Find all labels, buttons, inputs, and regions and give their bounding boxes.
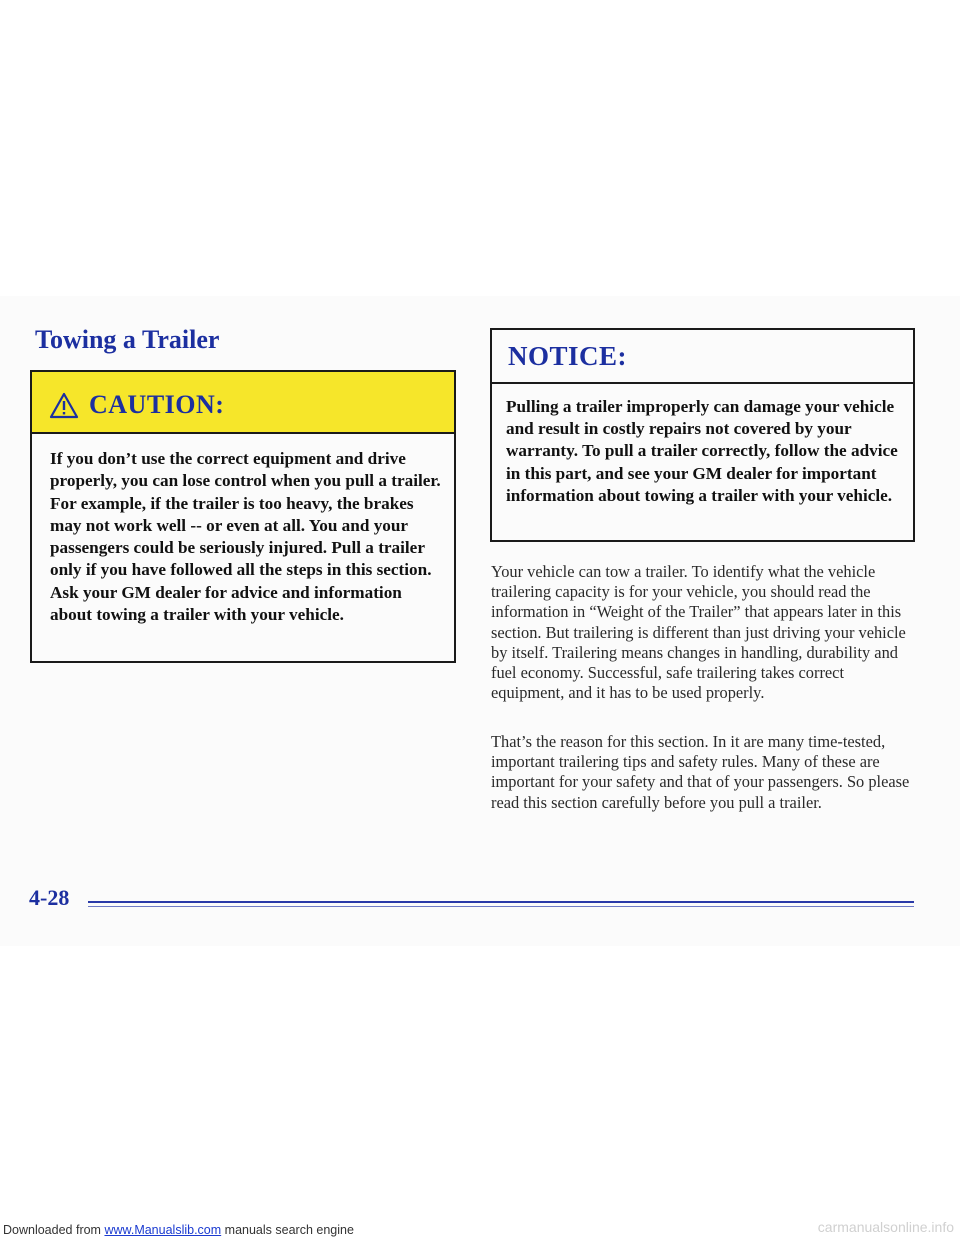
body-paragraph-1: Your vehicle can tow a trailer. To identify what the vehicle trailering capacity is for your vehicle, you should read the information in “Weight of the Trailer” that appears later in this section. But trailering is different than just driving your vehicle by itself. Trailering means changes in handling, durability and fuel economy. Successful, safe trailering takes correct equipment, and it has to be used properly. [491,562,906,703]
body-paragraph-2: That’s the reason for this section. In it are many time-tested, important trailering tips and safety rules. Many of these are important for your safety and that of your passengers. So please read this section carefully before you pull a trailer. [491,732,910,812]
site-watermark: carmanualsonline.info [817,1219,954,1235]
caution-label: CAUTION: [89,390,225,419]
section-title: Towing a Trailer [35,325,220,354]
download-credit [3,1223,354,1237]
caution-header [32,372,454,434]
notice-label: NOTICE: [492,330,913,384]
caution-text: If you don’t use the correct equipment and drive properly, you can lose control when you pull a trailer. For example, if the trailer is too heavy, the brakes may not work well -- or even at all. You and your passengers could be seriously injured. Pull a trailer only if you have followed all the steps in this section. Ask your GM dealer for advice and information about towing a trailer with your vehicle. [50,449,441,625]
caution-box [30,370,456,663]
notice-box [490,328,915,542]
footer-rule [88,901,914,903]
notice-text: Pulling a trailer improperly can damage your vehicle and result in costly repairs not covered by your warranty. To pull a trailer correctly, follow the advice in this part, and see your GM dealer for important information about towing a trailer with your vehicle. [506,397,898,505]
footer-rule-thin [88,906,914,907]
manualslib-link[interactable]: www.Manualslib.com [104,1223,222,1237]
download-credit-prefix: Downloaded from [3,1223,101,1237]
page-number: 4-28 [29,885,70,910]
download-credit-suffix: manuals search engine [224,1223,354,1237]
warning-triangle-icon [49,392,79,419]
